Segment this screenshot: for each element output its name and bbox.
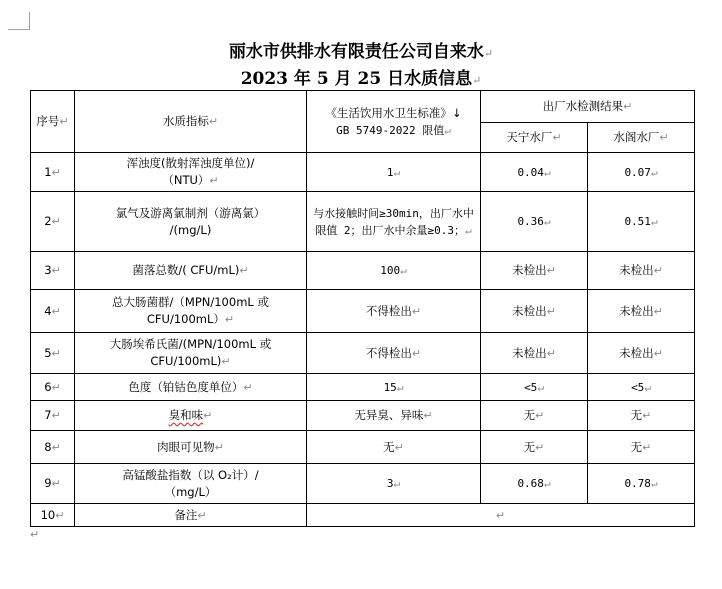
header-seq: 序号↵ (31, 91, 75, 153)
table-row: 6↵ 色度（铂钴色度单位）↵ 15↵ <5↵ <5↵ (31, 374, 695, 401)
header-plant1: 天宁水厂↵ (481, 123, 588, 153)
table-row: 8↵ 肉眼可见物↵ 无↵ 无↵ 无↵ (31, 431, 695, 464)
header-standard: 《生活饮用水卫生标准》↓ GB 5749-2022 限值↵ (307, 91, 481, 153)
remark-content: ↵ (307, 504, 695, 527)
table-row: 9↵ 高锰酸盐指数（以 O₂计）/ （mg/L） 3↵ 0.68↵ 0.78↵ (31, 464, 695, 504)
paragraph-mark: ↵ (30, 528, 40, 541)
table-row: 4↵ 总大肠菌群/（MPN/100mL 或 CFU/100mL）↵ 不得检出↵ 未检出↵ 未检出↵ (31, 290, 695, 333)
header-plant2: 水阁水厂↵ (588, 123, 695, 153)
table-row: 2↵ 氯气及游离氯制剂（游离氯） /(mg/L) 与水接触时间≥30min，出厂水中限值 2；出厂水中余量≥0.3；↵ 0.36↵ 0.51↵ (31, 192, 695, 252)
header-indicator: 水质指标↵ (75, 91, 307, 153)
paragraph-mark: ↵ (483, 47, 494, 60)
document-title-line2: 2023 年 5 月 25 日水质信息↵ (240, 69, 482, 89)
table-row: 7↵ 臭和味↵ 无异臭、异味↵ 无↵ 无↵ (31, 401, 695, 431)
table-row: 5↵ 大肠埃希氏菌/(MPN/100mL 或 CFU/100mL)↵ 不得检出↵ 未检出↵ 未检出↵ (31, 333, 695, 374)
header-results: 出厂水检测结果↵ (481, 91, 695, 123)
paragraph-mark: ↵ (472, 74, 482, 87)
water-quality-table (30, 90, 695, 527)
table-row: 3↵ 菌落总数/( CFU/mL)↵ 100↵ 未检出↵ 未检出↵ (31, 252, 695, 290)
remark-label: 备注↵ (75, 504, 307, 527)
page-corner-mark (8, 12, 30, 30)
table-row: 1↵ 浑浊度(散射浑浊度单位)/ （NTU）↵ 1↵ 0.04↵ 0.07↵ (31, 153, 695, 192)
document-title-line1: 丽水市供排水有限责任公司自来水↵ (228, 42, 494, 62)
remark-row: 10↵ 备注↵ ↵ (31, 504, 695, 527)
